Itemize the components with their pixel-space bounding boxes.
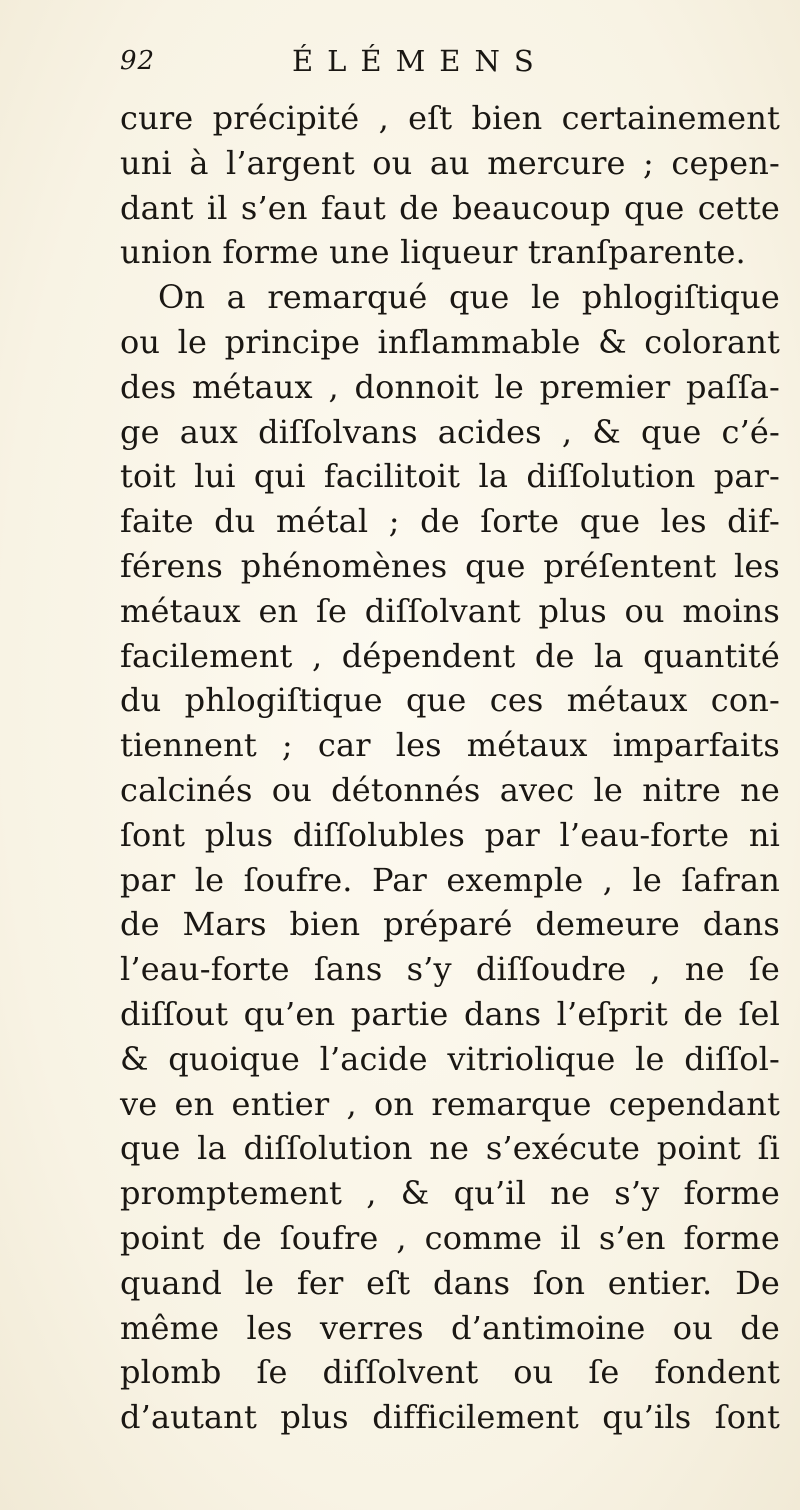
- text-line: d’autant plus difficilement qu’ils ſont: [120, 1398, 780, 1437]
- text-line: l’eau-forte ſans s’y diſſoudre , ne ſe: [120, 950, 780, 989]
- text-line: de Mars bien préparé demeure dans: [120, 905, 780, 944]
- text-line: calcinés ou détonnés avec le nitre ne: [120, 770, 780, 809]
- text-line: faite du métal ; de ſorte que les dif-: [120, 502, 780, 541]
- text-line: métaux en ſe diſſolvant plus ou moins: [120, 591, 780, 630]
- text-line: & quoique l’acide vitriolique le diſſol-: [120, 1039, 780, 1078]
- text-line: diſſout qu’en partie dans l’eſprit de ſel: [120, 994, 780, 1033]
- text-line: On a remarqué que le phlogiſtique: [158, 278, 780, 317]
- text-line: ou le principe inflammable & colorant: [120, 322, 780, 361]
- text-line: ſont plus diſſolubles par l’eau-forte ni: [120, 815, 780, 854]
- body-text: [120, 96, 780, 1440]
- text-line: cure précipité , eſt bien certainement: [120, 99, 780, 137]
- text-line: dant il s’en faut de beaucoup que cette: [120, 188, 780, 227]
- text-line: quand le fer eſt dans ſon entier. De: [120, 1263, 780, 1302]
- text-line: tiennent ; car les métaux imparfaits: [120, 726, 780, 765]
- running-head: ÉLÉMENS: [292, 44, 548, 78]
- page-header: [120, 40, 780, 88]
- text-line: toit lui qui facilitoit la diſſolution par-: [120, 457, 780, 496]
- text-line: point de ſoufre , comme il s’en forme: [120, 1218, 780, 1257]
- text-line: plomb ſe diſſolvent ou ſe fondent: [120, 1353, 780, 1392]
- page-number: 92: [120, 46, 156, 76]
- text-line: uni à l’argent ou au mercure ; cepen-: [120, 143, 780, 182]
- text-line: par le ſoufre. Par exemple , le ſafran: [120, 860, 780, 899]
- text-line: union forme une liqueur tranſparente.: [120, 233, 746, 272]
- text-line: promptement , & qu’il ne s’y forme: [120, 1174, 780, 1213]
- text-line: férens phénomènes que préſentent les: [120, 546, 780, 585]
- text-line: que la diſſolution ne s’exécute point ſi: [120, 1129, 780, 1168]
- text-line: ge aux diſſolvans acides , & que c’é-: [120, 412, 780, 451]
- text-line: même les verres d’antimoine ou de: [120, 1308, 780, 1347]
- text-line: du phlogiſtique que ces métaux con-: [120, 681, 780, 720]
- text-line: des métaux , donnoit le premier paſſa-: [120, 367, 780, 406]
- text-line: ve en entier , on remarque cependant: [120, 1084, 780, 1123]
- text-line: facilement , dépendent de la quantité: [120, 636, 780, 675]
